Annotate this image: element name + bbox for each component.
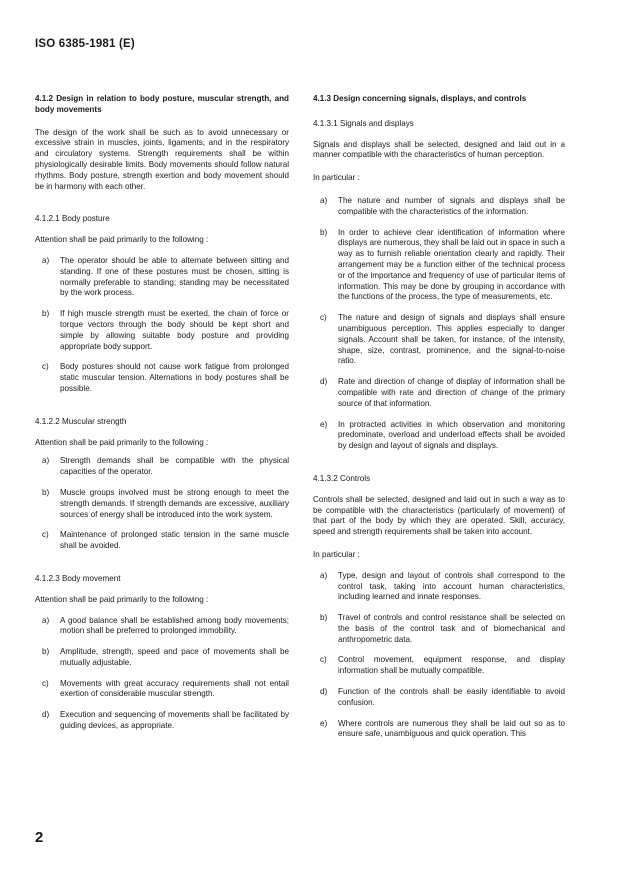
list-item [35,616,289,638]
list-item-label: c) [42,530,49,540]
list-item [313,655,565,677]
section-4-1-2-title: 4.1.2 Design in relation to body posture, muscular strength, and body movements [35,94,289,114]
section-4-1-2-3-lead: Attention shall be paid primarily to the following : [35,594,209,604]
list-item-label: b) [320,227,328,237]
controls-list [313,571,565,741]
list-item-label: b) [320,613,328,623]
signals-displays-list [313,196,565,452]
list-item-text: In protracted activities in which observation and monitoring predominate, overload and underload effects shall be avoided by design and layout of signals and displays. [338,419,565,451]
list-item [313,196,565,218]
section-4-1-3-1-title: 4.1.3.1 Signals and displays [313,118,414,128]
section-4-1-2-2-title: 4.1.2.2 Muscular strength [35,416,127,426]
section-4-1-3-2-lead: In particular : [313,549,360,559]
list-item-text: Where controls are numerous they shall be laid out so as to ensure safe, unambiguous and quick operation. This [338,718,565,739]
section-4-1-3-title: 4.1.3 Design concerning signals, displays, and controls [313,94,527,103]
list-item-text: The nature and number of signals and displays shall be compatible with the characteristics of the information. [338,195,565,216]
body-posture-list [35,256,289,395]
list-item-text: The nature and design of signals and displays shall ensure unambiguous perception. This applies especially to danger signals. Account shall be taken, for instance, of the intensity, shape, size, contrast, prominence, and the signal-to-noise ratio. [338,313,565,366]
list-item [35,456,289,478]
list-item-label: c) [42,362,49,372]
list-item [35,488,289,520]
list-item-text: A good balance shall be established among body movements; motion shall be preferred to prolonged immobility. [60,615,289,636]
list-item-label: e) [320,718,328,728]
left-column [35,94,289,732]
section-4-1-2-3-title: 4.1.2.3 Body movement [35,573,121,583]
list-item-label: b) [42,647,50,657]
list-item-label: d) [320,687,328,697]
section-4-1-2-1-lead: Attention shall be paid primarily to the following : [35,235,209,245]
list-item-label: a) [42,456,50,466]
page-number: 2 [35,829,44,846]
list-item [35,309,289,352]
list-item-label: c) [320,313,327,323]
list-item-text: Muscle groups involved must be strong enough to meet the strength demands. If strength demands are excessive, auxiliary sources of energy shall be introduced into the work system. [60,487,289,519]
list-item-label: d) [42,710,50,720]
list-item-text: Type, design and layout of controls shall correspond to the control task, taking into account human characteristics, including learned and innate responses. [338,570,565,602]
list-item [313,377,565,409]
list-item-label: c) [42,678,49,688]
list-item-label: c) [320,655,327,665]
list-item [313,571,565,603]
list-item-text: In order to achieve clear identification of information where displays are numerous, they shall be laid out in space in such a way as to furnish reliable orientation clearly and rapidly. Their arrangement may be a function either of the technical process or of the importance and frequency of use of particular items of information. This may be done by grouping in accordance with the functions of the process, the type of measurements, etc. [338,227,565,302]
list-item-text: Amplitude, strength, speed and pace of movements shall be mutually adjustable. [60,647,289,667]
list-item-label: a) [320,570,328,580]
section-4-1-2-1-title: 4.1.2.1 Body posture [35,214,110,224]
list-item-text: Body postures should not cause work fatigue from prolonged static muscular tension. Alternations in body postures shall be possible. [60,362,289,393]
list-item [35,679,289,701]
list-item-label: a) [42,615,50,625]
list-item-label: b) [42,309,50,319]
muscular-strength-list [35,456,289,552]
list-item [35,530,289,552]
right-column [313,94,565,740]
list-item [313,687,565,709]
list-item-label: e) [320,419,328,429]
list-item-text: Maintenance of prolonged static tension in the same muscle shall be avoided. [60,530,289,551]
section-4-1-2-intro: The design of the work shall be such as to avoid unnecessary or excessive strain in muscles, joints, ligaments, and in the respiratory and circulatory systems. Strength requirements shall be within physiologically desirable limits. Body movements should follow natural rhythms. Body posture, strength exertion and body movement should be in harmony with each other. [35,127,289,191]
list-item-label: b) [42,487,50,497]
list-item-text: Travel of controls and control resistance shall be selected on the basis of the control task and of biomechanical and anthropometric data. [338,613,565,644]
list-item [35,647,289,669]
list-item-text: Function of the controls shall be easily identifiable to avoid confusion. [338,687,565,707]
section-4-1-3-2-title: 4.1.3.2 Controls [313,473,371,483]
list-item-label: a) [320,195,328,205]
list-item [313,420,565,452]
list-item [313,719,565,741]
list-item-text: Strength demands shall be compatible with the physical capacities of the operator. [60,456,289,477]
list-item [313,613,565,645]
list-item [35,362,289,394]
document-header: ISO 6385-1981 (E) [35,38,135,50]
section-4-1-3-2-intro: Controls shall be selected, designed and laid out in such a way as to be compatible with the characteristics (particularly of movement) of that part of the body by which they are operated. Skill, accuracy, speed and strength requirements shall be taken into account. [313,494,565,537]
list-item [313,313,565,367]
body-movement-list [35,616,289,732]
list-item-label: d) [320,377,328,387]
list-item-text: Movements with great accuracy requirements shall not entail exertion of considerable muscular strength. [60,678,289,699]
list-item-text: Rate and direction of change of display of information shall be compatible with rate and direction of change of the primary source of that information. [338,377,565,408]
list-item-text: Execution and sequencing of movements shall be facilitated by guiding devices, as appropriate. [60,710,289,731]
section-4-1-2-2-lead: Attention shall be paid primarily to the following : [35,437,209,447]
section-4-1-3-1-intro: Signals and displays shall be selected, designed and laid out in a manner compatible with the characteristics of human perception. [313,139,565,160]
list-item [313,228,565,304]
list-item [35,710,289,732]
list-item [35,256,289,299]
list-item-text: Control movement, equipment response, and display information shall be mutually compatible. [338,655,565,676]
list-item-label: a) [42,255,50,265]
section-4-1-3-1-lead: In particular : [313,173,360,183]
list-item-text: If high muscle strength must be exerted, the chain of force or torque vectors through the body should be kept short and simple by allowing suitable body posture and providing appropriate body support. [60,309,289,351]
list-item-text: The operator should be able to alternate between sitting and standing. If one of these postures must be chosen, sitting is normally preferable to standing; standing may be necessitated by the work process. [60,255,289,298]
